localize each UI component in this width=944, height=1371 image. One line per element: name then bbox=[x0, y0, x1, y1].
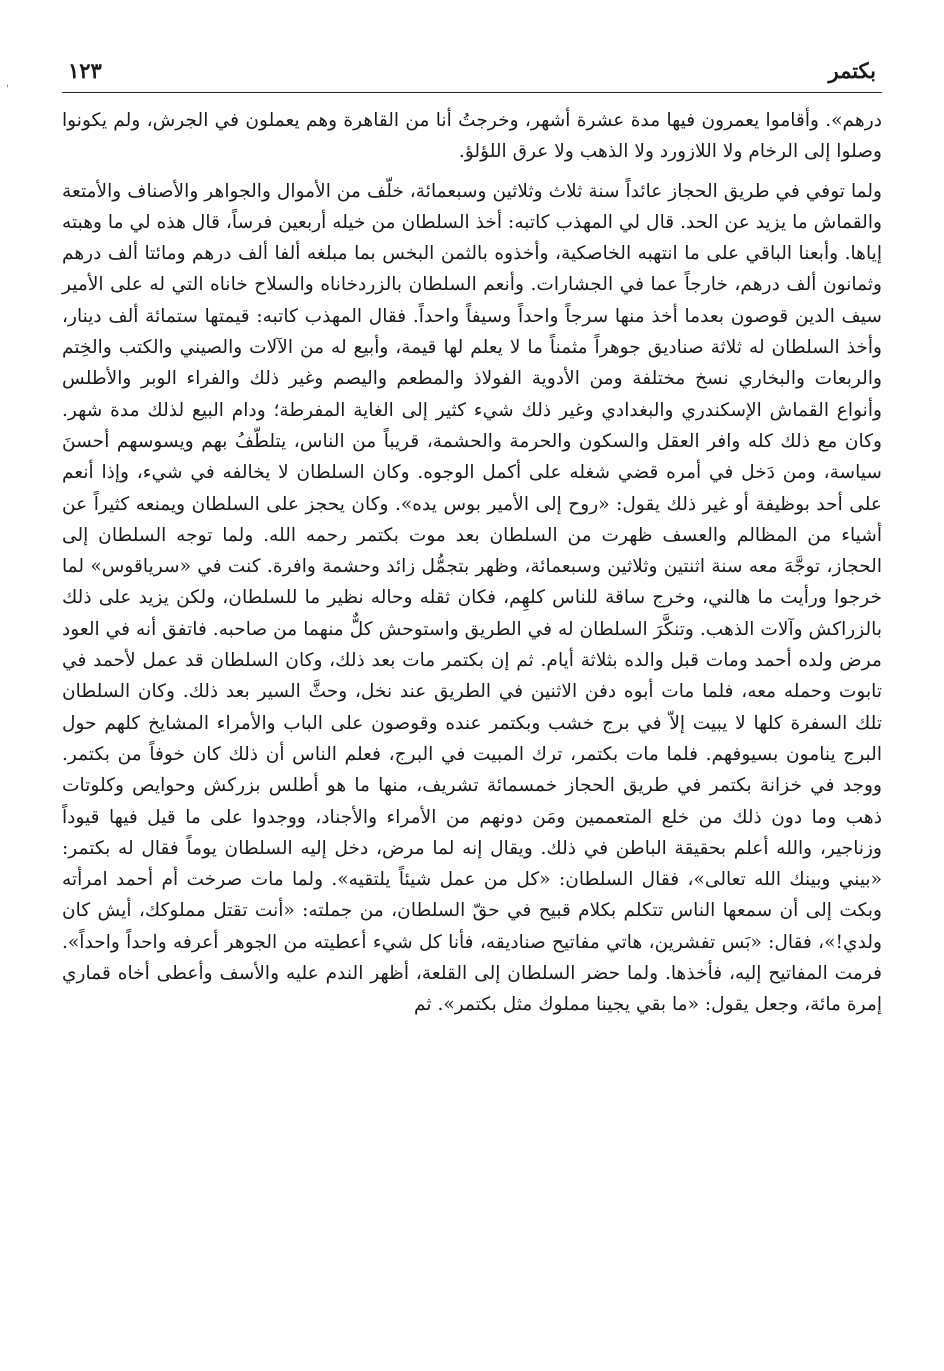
page-number: ١٢٣ bbox=[68, 58, 102, 83]
body-text bbox=[62, 105, 882, 1021]
book-page bbox=[62, 56, 882, 1021]
paragraph-2: ولما توفي في طريق الحجاز عائداً سنة ثلاث وثلاثين وسبعمائة، خلّف من الأموال والجواهر والأصناف والأمتعة والقماش ما يزيد عن الحد. قال لي المهذب كاتبه: أخذ السلطان من خيله أربعين فرساً، قال هذه لي ما وهبته إياها. وأبعنا الباقي على ما انتهبه الخاصكية، وأخذوه بالثمن البخس بما مبلغه ألفا ألف درهم ومائتا ألف درهم وثمانون ألف درهم، خارجاً عما في الجشارات. وأنعم السلطان بالزردخاناه والسلاح خاناه التي له على الأمير سيف الدين قوصون بعدما أخذ منها سرجاً واحداً وسيفاً واحداً. فقال المهذب كاتبه: قيمتها ستمائة ألف دينار، وأخذ السلطان له ثلاثة صناديق جوهراً مثمناً ما لا يعلم لها قيمة، وأبيع له من الآلات والصيني والكتب والخِتم والربعات والبخاري نسخ مختلفة ومن الأدوية الفولاذ والمطعم واليصم وغير ذلك والفراء الوبر والأطلس وأنواع القماش الإسكندري والبغدادي وغير ذلك شيء كثير إلى الغاية المفرطة؛ ودام البيع لذلك مدة شهر. وكان مع ذلك كله وافر العقل والسكون والحرمة والحشمة، قريباً من الناس، يتلطّفُ بهم ويسوسهم أحسنَ سياسة، ومن دَخل في أمره قضي شغله على أكمل الوجوه. وكان السلطان لا يخالفه في شيء، وإذا أنعم على أحد بوظيفة أو غير ذلك يقول: «روح إلى الأمير بوس يده». وكان يحجز على السلطان ويمنعه كثيراً عن أشياء من المظالم والعسف ظهرت من السلطان بعد موت بكتمر رحمه الله. ولما توجه السلطان إلى الحجاز، توجَّهَ معه سنة اثنتين وثلاثين وسبعمائة، وظهر بتجمُّل زائد وحشمة وافرة. كنت في «سرياقوس» لما خرجوا ورأيت ما هالني، وخرج ساقة للناس كلهِم، فكان ثقله وحاله نظير ما للسلطان، ولكن يزيد على ذلك بالزراكش وآلات الذهب. وتنكَّرَ السلطان له في الطريق واستوحش كلٌّ منهما من صاحبه. فاتفق أنه في العود مرض ولده أحمد ومات قبل والده بثلاثة أيام. ثم إن بكتمر مات بعد ذلك، وكان السلطان قد عمل لأحمد في تابوت وحمله معه، فلما مات أبوه دفن الاثنين في الطريق عند نخل، وحثَّ السير بعد ذلك. وكان السلطان تلك السفرة كلها لا يبيت إلاّ في برج خشب وبكتمر عنده وقوصون على الباب والأمراء المشايخ كلهم حول البرج ينامون بسيوفهم. فلما مات بكتمر، ترك المبيت في البرج، فعلم الناس أن ذلك كان خوفاً من بكتمر. ووجد في خزانة بكتمر في طريق الحجاز خمسمائة تشريف، منها ما هو أطلس بزركش وحوايص وكلوتات ذهب وما دون ذلك من خلع المتعممين ومَن دونهم من الأمراء والأجناد، ووجدوا على ما قيل فيها قيوداً وزناجير، والله أعلم بحقيقة الباطن في ذلك. ويقال إنه لما مرض، دخل إليه السلطان يوماً فقال له بكتمر: «بيني وبينك الله تعالى»، فقال السلطان: «كل من عمل شيئاً يلتقيه». ولما مات صرخت أم أحمد امرأته وبكت إلى أن سمعها الناس تتكلم بكلام قبيح في حقّ السلطان، من جملته: «أنت تقتل مملوكك، أيش كان ولدي!»، فقال: «بَس تفشرين، هاتي مفاتيح صناديقه، فأنا كل شيء أعطيته من الجوهر أعرفه واحداً واحداً». فرمت المفاتيح إليه، فأخذها. ولما حضر السلطان إلى القلعة، أظهر الندم عليه والأسف وأعطى أخاه قماري إمرة مائة، وجعل يقول: «ما بقي يجينا مملوك مثل بكتمر». ثم bbox=[62, 180, 882, 1016]
running-title: بكتمر bbox=[828, 58, 876, 83]
paragraph-1: درهم». وأقاموا يعمرون فيها مدة عشرة أشهر، وخرجتُ أنا من القاهرة وهم يعملون في الجرش، ولم يكونوا وصلوا إلى الرخام ولا اللازورد ولا الذهب ولا عرق اللؤلؤ. bbox=[62, 110, 882, 163]
margin-mark: ' bbox=[6, 84, 9, 95]
running-header bbox=[62, 56, 882, 93]
